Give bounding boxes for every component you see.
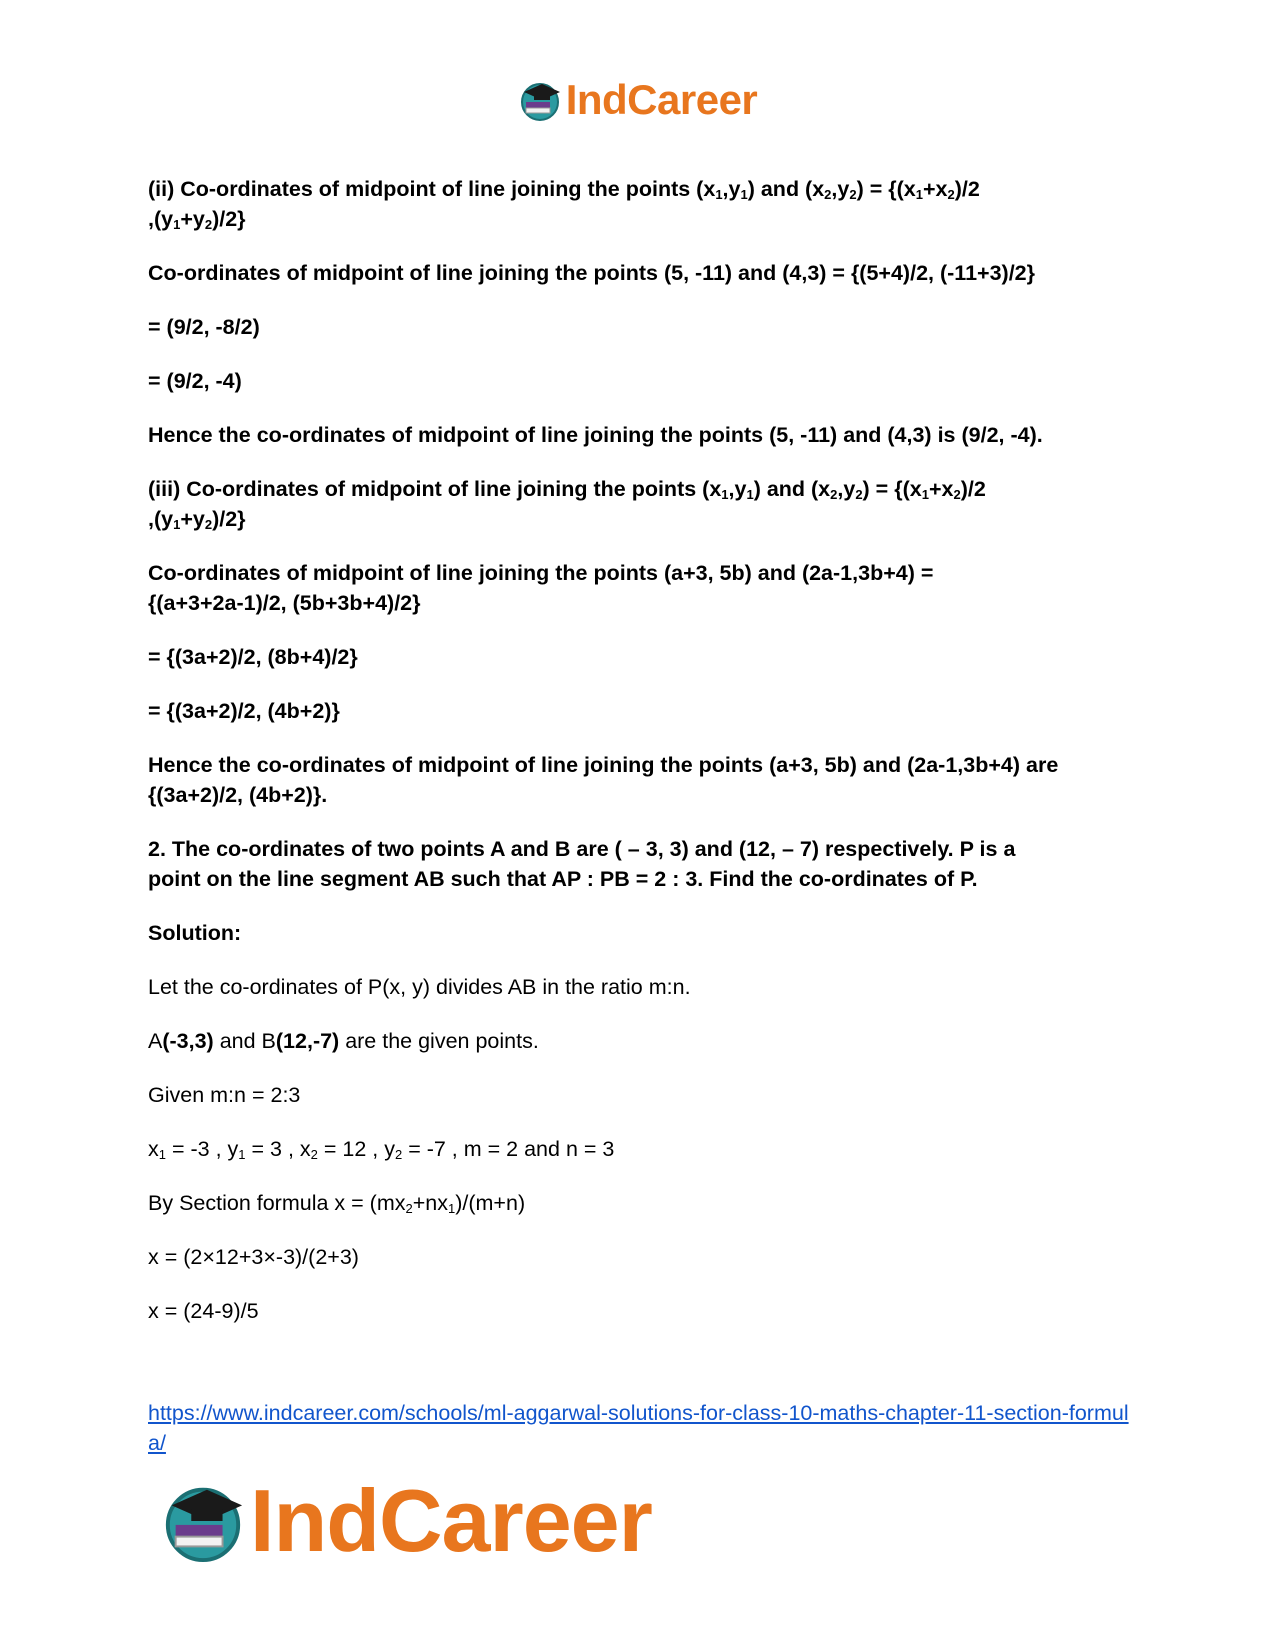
solution-line-4: $x_1 = -3$ , $y_1 = 3$ , $x_2 = 12$ , $y_2 = -7$ , m = 2 and n = 3	[148, 1137, 615, 1162]
paragraph-iii-formula: (iii) Co-ordinates of midpoint of line joining the points $(x_1,y_1)$ and $(x_2,y_2) = \{(x_1+x_2)/2$ $,(y_1+y_2)/2$}	[148, 477, 986, 532]
brand-name-large: IndCareer	[250, 1471, 652, 1570]
paragraph-ii-step2: = (9/2, -4)	[148, 369, 242, 393]
paragraph-ii-formula: (ii) Co-ordinates of midpoint of line joining the points $(x_1,y_1)$ and $(x_2,y_2) = \{(x_1+x_2)/2$ $,(y_1+y_2)/2$}	[148, 177, 980, 232]
page-content	[148, 174, 1138, 1350]
paragraph-ii-step1: = (9/2, -8/2)	[148, 315, 260, 339]
paragraph-iii-step1: = {(3a+2)/2, (8b+4)/2}	[148, 645, 358, 669]
solution-heading: Solution:	[148, 921, 242, 945]
solution-line-3: Given m:n = 2:3	[148, 1083, 301, 1107]
solution-line-2: A(-3,3) and B(12,-7) are the given points.	[148, 1029, 539, 1053]
paragraph-iii-substitution: Co-ordinates of midpoint of line joining the points (a+3, 5b) and (2a-1,3b+4) = {(a+3+2a-1)/2, (5b+3b+4)/2}	[148, 561, 934, 615]
graduation-cap-globe-icon	[160, 1478, 246, 1564]
solution-line-7: x = (24-9)/5	[148, 1299, 259, 1323]
footer-logo	[160, 1470, 652, 1572]
paragraph-ii-substitution: Co-ordinates of midpoint of line joining the points (5, -11) and (4,3) = {(5+4)/2, (-11+3)/2}	[148, 261, 1035, 285]
question-2: 2. The co-ordinates of two points A and B are ( – 3, 3) and (12, – 7) respectively. P is a point on the line segment AB such that AP : PB = 2 : 3. Find the co-ordinates of P.	[148, 837, 1016, 891]
paragraph-iii-step2: = {(3a+2)/2, (4b+2)}	[148, 699, 340, 723]
brand-name: IndCareer	[565, 76, 758, 123]
source-link[interactable]: https://www.indcareer.com/schools/ml-aggarwal-solutions-for-class-10-maths-chapter-11-section-formula/	[148, 1401, 1129, 1455]
paragraph-iii-conclusion: Hence the co-ordinates of midpoint of line joining the points (a+3, 5b) and (2a-1,3b+4) are {(3a+2)/2, (4b+2)}.	[148, 753, 1059, 807]
solution-line-6: x = (2×12+3×-3)/(2+3)	[148, 1245, 359, 1269]
graduation-cap-globe-icon	[518, 78, 562, 122]
paragraph-ii-conclusion: Hence the co-ordinates of midpoint of line joining the points (5, -11) and (4,3) is (9/2, -4).	[148, 423, 1043, 447]
solution-line-5: By Section formula $x = (mx_2+nx_1)/(m+n)$	[148, 1191, 526, 1216]
header-logo	[0, 76, 1275, 127]
solution-line-1: Let the co-ordinates of P(x, y) divides AB in the ratio m:n.	[148, 975, 691, 999]
